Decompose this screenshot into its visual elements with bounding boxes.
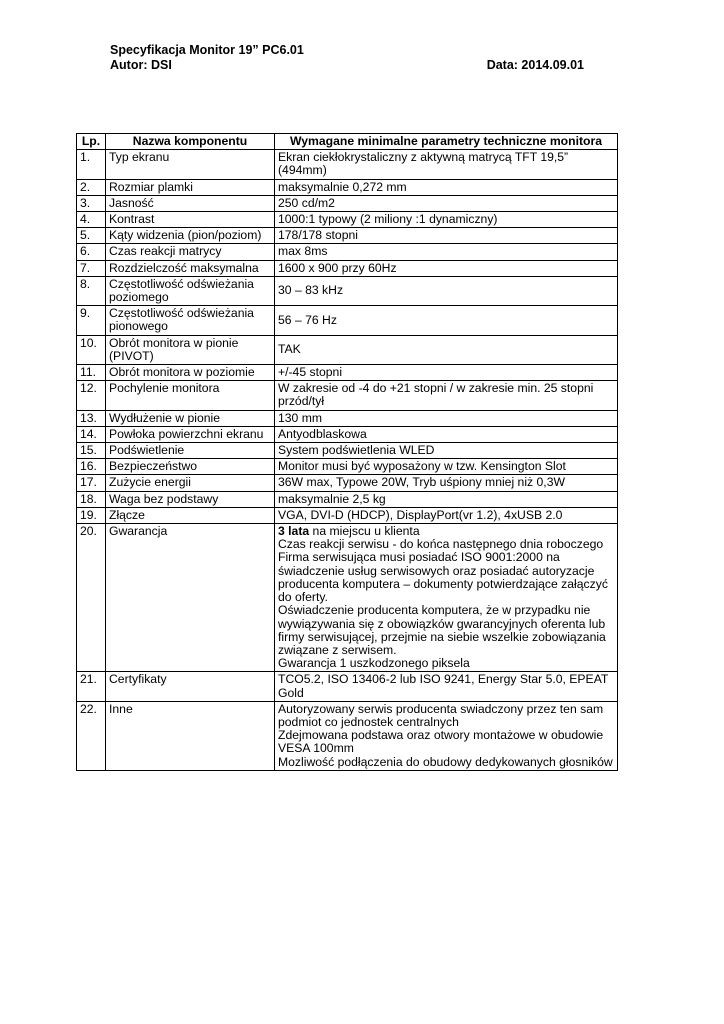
- parameter-value: maksymalnie 0,272 mm: [275, 179, 618, 195]
- document-date: Data: 2014.09.01: [486, 58, 584, 72]
- parameter-value: maksymalnie 2,5 kg: [275, 491, 618, 507]
- table-row: [77, 306, 618, 335]
- table-row: [77, 260, 618, 276]
- component-name: Czas reakcji matrycy: [106, 244, 275, 260]
- document-author: Autor: DSI: [110, 58, 172, 72]
- component-name: Waga bez podstawy: [106, 491, 275, 507]
- component-name: Zużycie energii: [106, 475, 275, 491]
- row-number: 19.: [77, 507, 106, 523]
- parameter-value: System podświetlenia WLED: [275, 443, 618, 459]
- warranty-details: [275, 524, 618, 672]
- component-name: Obrót monitora w poziomie: [106, 365, 275, 381]
- row-number: 13.: [77, 410, 106, 426]
- table-row: [77, 381, 618, 410]
- table-row: [77, 475, 618, 491]
- component-name: Częstotliwość odświeżania pionowego: [106, 306, 275, 335]
- table-row-warranty: [77, 524, 618, 672]
- row-number: 11.: [77, 365, 106, 381]
- column-header-component: Nazwa komponentu: [106, 134, 275, 150]
- component-name: Rozdzielczość maksymalna: [106, 260, 275, 276]
- parameter-value: VGA, DVI-D (HDCP), DisplayPort(vr 1.2), 4xUSB 2.0: [275, 507, 618, 523]
- component-name: Wydłużenie w pionie: [106, 410, 275, 426]
- component-name: Certyfikaty: [106, 672, 275, 701]
- spec-table: [76, 133, 618, 771]
- row-number: 17.: [77, 475, 106, 491]
- component-name: Typ ekranu: [106, 150, 275, 179]
- component-name: Złącze: [106, 507, 275, 523]
- table-row: [77, 179, 618, 195]
- table-row: [77, 212, 618, 228]
- component-name: Jasność: [106, 195, 275, 211]
- row-number: 10.: [77, 335, 106, 364]
- component-name: Częstotliwość odświeżania poziomego: [106, 276, 275, 305]
- warranty-line: Gwarancja 1 uszkodzonego piksela: [278, 656, 470, 671]
- row-number: 18.: [77, 491, 106, 507]
- component-name: Pochylenie monitora: [106, 381, 275, 410]
- row-number: 22.: [77, 701, 106, 770]
- parameter-value: 56 – 76 Hz: [275, 306, 618, 335]
- row-number: 8.: [77, 276, 106, 305]
- component-name: Bezpieczeństwo: [106, 459, 275, 475]
- table-row: [77, 507, 618, 523]
- parameter-value: TAK: [275, 335, 618, 364]
- component-name: Gwarancja: [106, 524, 275, 672]
- table-row: [77, 410, 618, 426]
- component-name: Kontrast: [106, 212, 275, 228]
- component-name: Powłoka powierzchni ekranu: [106, 426, 275, 442]
- document-title: Specyfikacja Monitor 19” PC6.01: [110, 43, 304, 57]
- parameter-value: Antyodblaskowa: [275, 426, 618, 442]
- column-header-parameters: Wymagane minimalne parametry techniczne monitora: [275, 134, 618, 150]
- row-number: 5.: [77, 228, 106, 244]
- other-line: Autoryzowany serwis producenta swiadczony przez ten sam podmiot co jednostek centralnych: [278, 701, 604, 729]
- parameter-value: 130 mm: [275, 410, 618, 426]
- warranty-period: 3 lata: [278, 524, 310, 539]
- table-row: [77, 365, 618, 381]
- row-number: 12.: [77, 381, 106, 410]
- row-number: 21.: [77, 672, 106, 701]
- row-number: 15.: [77, 443, 106, 459]
- parameter-value: Ekran ciekłokrystaliczny z aktywną matrycą TFT 19,5” (494mm): [275, 150, 618, 179]
- row-number: 20.: [77, 524, 106, 672]
- row-number: 6.: [77, 244, 106, 260]
- parameter-value: 30 – 83 kHz: [275, 276, 618, 305]
- parameter-value: +/-45 stopni: [275, 365, 618, 381]
- row-number: 9.: [77, 306, 106, 335]
- table-row: [77, 491, 618, 507]
- table-row: [77, 459, 618, 475]
- table-row: [77, 244, 618, 260]
- parameter-value: 36W max, Typowe 20W, Tryb uśpiony mniej niż 0,3W: [275, 475, 618, 491]
- table-row: [77, 426, 618, 442]
- table-row-certificates: [77, 672, 618, 701]
- warranty-line: Czas reakcji serwisu - do końca następnego dnia roboczego: [278, 537, 604, 552]
- spec-table-body: [77, 150, 618, 771]
- table-header-row: [77, 134, 618, 150]
- column-header-number: Lp.: [77, 134, 106, 150]
- row-number: 16.: [77, 459, 106, 475]
- row-number: 3.: [77, 195, 106, 211]
- parameter-value: 250 cd/m2: [275, 195, 618, 211]
- table-row: [77, 195, 618, 211]
- table-row-other: [77, 701, 618, 770]
- row-number: 2.: [77, 179, 106, 195]
- table-row: [77, 443, 618, 459]
- parameter-value: Monitor musi być wyposażony w tzw. Kensington Slot: [275, 459, 618, 475]
- parameter-value: 1000:1 typowy (2 miliony :1 dynamiczny): [275, 212, 618, 228]
- table-row: [77, 335, 618, 364]
- other-line: Zdejmowana podstawa oraz otwory montażowe w obudowie VESA 100mm: [278, 728, 604, 756]
- table-row: [77, 228, 618, 244]
- component-name: Rozmiar plamki: [106, 179, 275, 195]
- row-number: 1.: [77, 150, 106, 179]
- warranty-line: Oświadczenie producenta komputera, że w przypadku nie wywiązywania się z obowiązków gwarancyjnych oferenta lub firmy serwisującej, przejmie na siebie wszelkie zobowiązania związane z serwisem.: [278, 603, 606, 657]
- parameter-value: max 8ms: [275, 244, 618, 260]
- row-number: 14.: [77, 426, 106, 442]
- warranty-line: Firma serwisująca musi posiadać ISO 9001:2000 na świadczenie usług serwisowych oraz posiadać autoryzacje producenta komputera – dokumenty potwierdzające załączyć do oferty.: [278, 550, 608, 605]
- other-details: [275, 701, 618, 770]
- component-name: Kąty widzenia (pion/poziom): [106, 228, 275, 244]
- parameter-value: 1600 x 900 przy 60Hz: [275, 260, 618, 276]
- table-row: [77, 276, 618, 305]
- component-name: Obrót monitora w pionie (PIVOT): [106, 335, 275, 364]
- warranty-lead-rest: na miejscu u klienta: [309, 524, 420, 539]
- component-name: Podświetlenie: [106, 443, 275, 459]
- parameter-value: 178/178 stopni: [275, 228, 618, 244]
- other-line: Mozliwość podłączenia do obudowy dedykowanych głosników: [278, 754, 613, 769]
- row-number: 4.: [77, 212, 106, 228]
- row-number: 7.: [77, 260, 106, 276]
- parameter-value: W zakresie od -4 do +21 stopni / w zakresie min. 25 stopni przód/tył: [275, 381, 618, 410]
- parameter-value: TCO5.2, ISO 13406-2 lub ISO 9241, Energy Star 5.0, EPEAT Gold: [275, 672, 618, 701]
- component-name: Inne: [106, 701, 275, 770]
- table-row: [77, 150, 618, 179]
